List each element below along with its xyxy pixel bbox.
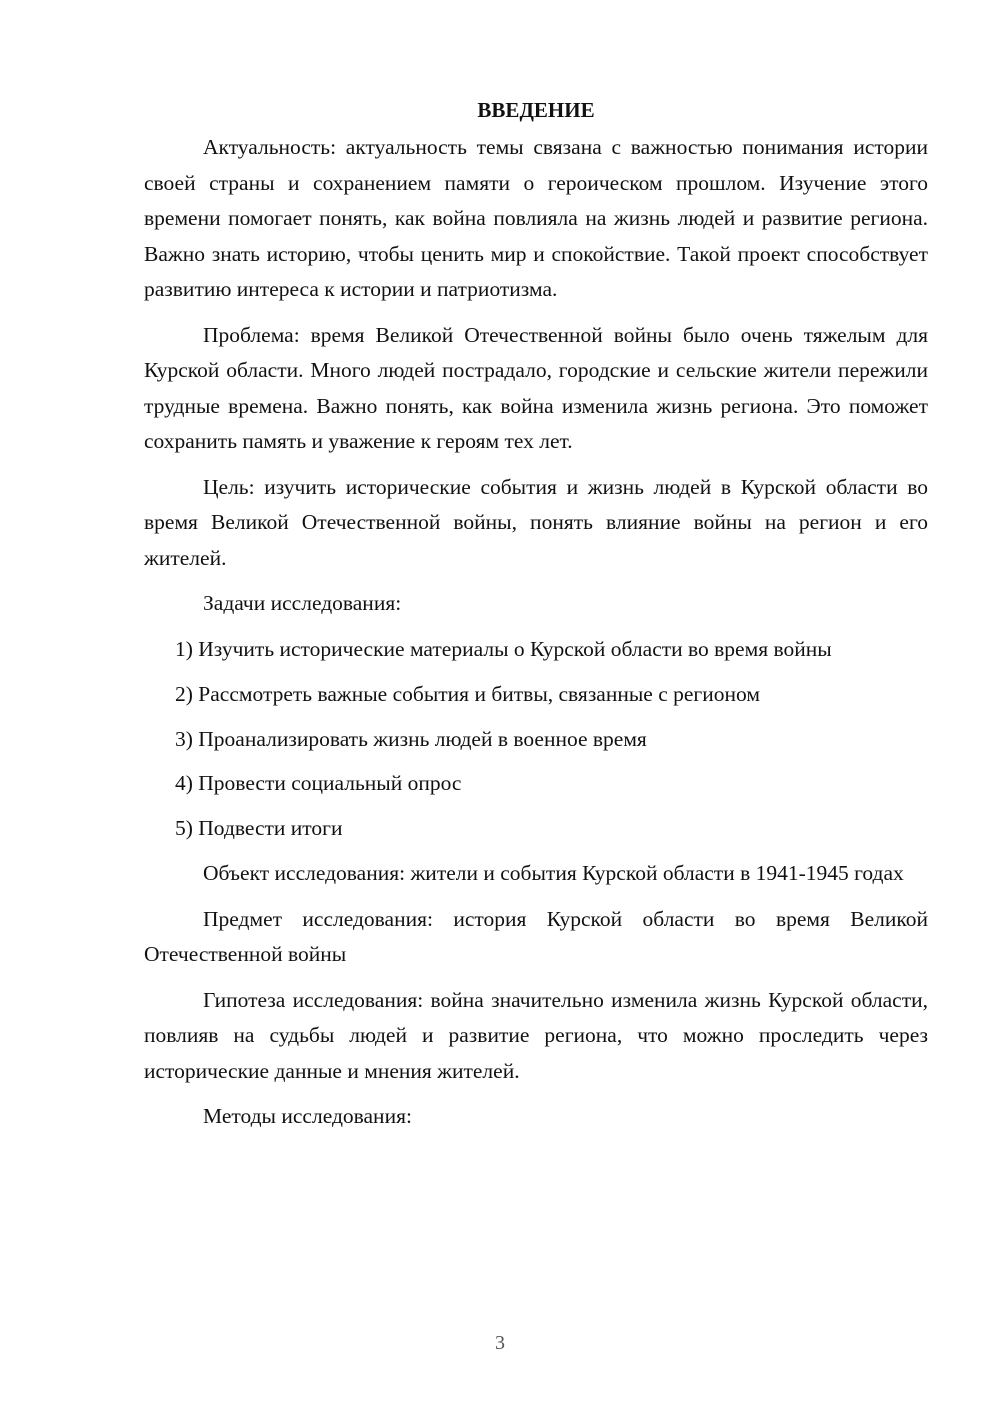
tasks-heading: Задачи исследования: — [203, 591, 402, 615]
list-item: 4) Провести социальный опрос — [175, 771, 462, 795]
relevance-paragraph: Актуальность: актуальность темы связана с важностью понимания истории своей страны и сохранением памяти о героическом прошлом. Изучение этого времени помогает понять, как война повлияла на жизнь людей и развитие региона. Важно знать историю, чтобы ценить мир и спокойствие. Такой проект способствует развитию интереса к истории и патриотизма. — [144, 135, 928, 301]
document-page — [144, 90, 928, 1145]
page-number: 3 — [495, 1332, 505, 1354]
tasks-list — [144, 632, 928, 847]
subject-paragraph: Предмет исследования: история Курской области во время Великой Отечественной войны — [144, 906, 928, 966]
list-item: 1) Изучить исторические материалы о Курской области во время войны — [175, 636, 832, 661]
goal-paragraph: Цель: изучить исторические события и жизнь людей в Курской области во время Великой Отечественной войны, понять влияние войны на регион и его жителей. — [144, 474, 928, 570]
list-item: 3) Проанализировать жизнь людей в военное время — [175, 726, 647, 751]
object-paragraph: Объект исследования: жители и события Курской области в 1941-1945 годах — [203, 861, 904, 885]
hypothesis-paragraph: Гипотеза исследования: война значительно изменила жизнь Курской области, повлияв на судьбы людей и развитие региона, что можно проследить через исторические данные и мнения жителей. — [144, 987, 928, 1083]
list-item: 5) Подвести итоги — [175, 815, 343, 840]
list-item: 2) Рассмотреть важные события и битвы, связанные с регионом — [175, 682, 760, 706]
problem-paragraph: Проблема: время Великой Отечественной войны было очень тяжелым для Курской области. Много людей пострадало, городские и сельские жители пережили трудные времена. Важно понять, как война изменила жизнь региона. Это поможет сохранить память и уважение к героям тех лет. — [144, 322, 928, 453]
section-title: ВВЕДЕНИЕ — [477, 98, 595, 122]
methods-heading: Методы исследования: — [203, 1104, 412, 1128]
